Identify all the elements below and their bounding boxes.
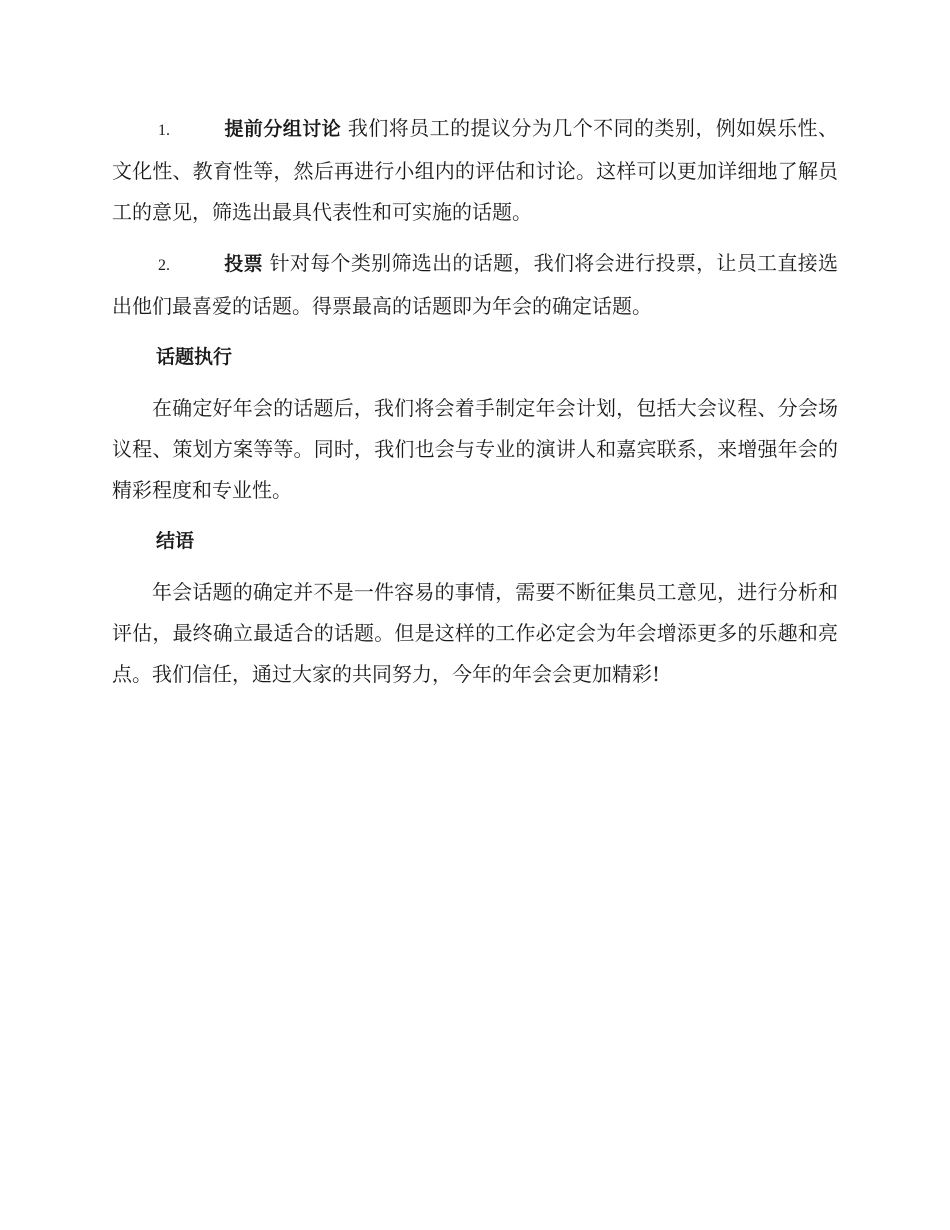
list-number: 2.: [158, 257, 170, 274]
list-item-title: 提前分组讨论: [224, 118, 342, 140]
list-item-text: 针对每个类别筛选出的话题，我们将会进行投票，让员工直接选出他们最喜爱的话题。得票最高的话题即为年会的确定话题。: [112, 251, 838, 318]
paragraph-execution: 在确定好年会的话题后，我们将会着手制定年会计划，包括大会议程、分会场议程、策划方案等等。同时，我们也会与专业的演讲人和嘉宾联系，来增强年会的精彩程度和专业性。: [112, 396, 838, 502]
section-heading-execution: 话题执行: [156, 346, 233, 368]
list-number: 1.: [158, 122, 170, 139]
list-item-title: 投票: [224, 253, 263, 275]
list-item-voting: [112, 243, 838, 327]
section-heading-conclusion: 结语: [156, 530, 195, 552]
paragraph-conclusion: 年会话题的确定并不是一件容易的事情，需要不断征集员工意见，进行分析和评估，最终确立最适合的话题。但是这样的工作必定会为年会增添更多的乐趣和亮点。我们信任，通过大家的共同努力，今年的年会会更加精彩!: [112, 580, 838, 686]
list-item-text: 我们将员工的提议分为几个不同的类别，例如娱乐性、文化性、教育性等，然后再进行小组内的评估和讨论。这样可以更加详细地了解员工的意见，筛选出最具代表性和可实施的话题。: [112, 116, 838, 224]
list-item-grouping: [112, 108, 838, 233]
